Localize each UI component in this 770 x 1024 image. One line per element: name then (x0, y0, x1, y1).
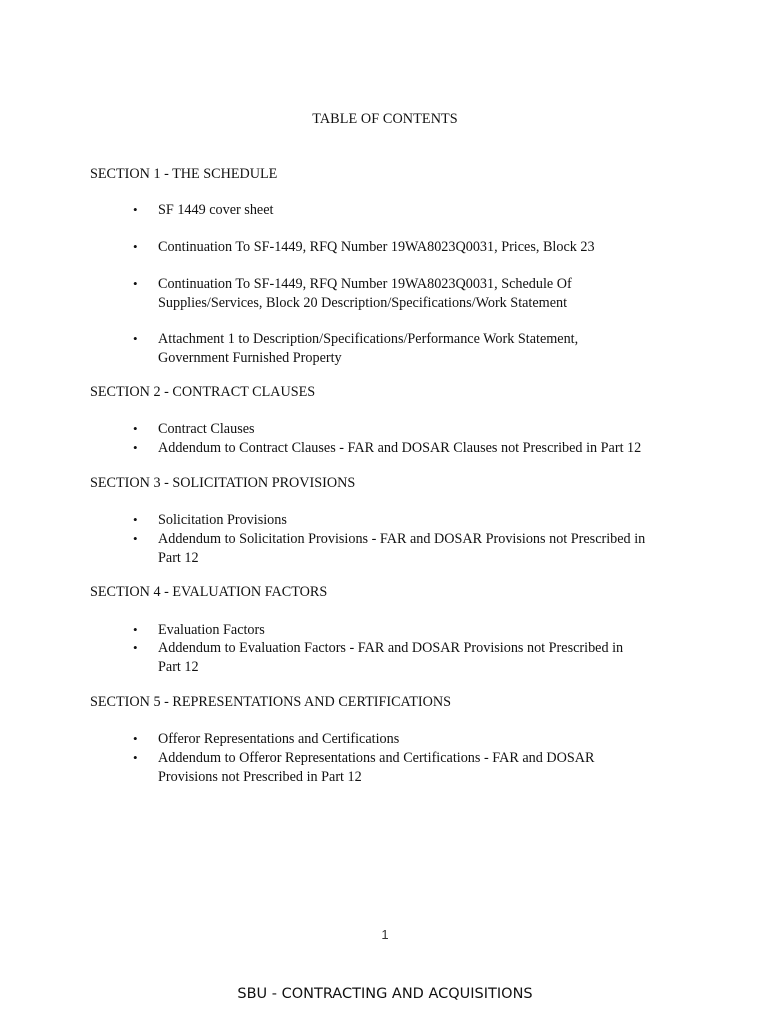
toc-item-line: Addendum to Solicitation Provisions - FAR and DOSAR Provisions not Prescribed in (158, 531, 646, 547)
toc-item-line: Part 12 (158, 658, 199, 675)
toc-item (158, 238, 688, 257)
toc-item (158, 749, 688, 786)
toc-item (158, 330, 688, 367)
section-heading-1: SECTION 1 - THE SCHEDULE (90, 166, 278, 182)
toc-item-line: Addendum to Evaluation Factors - FAR and DOSAR Provisions not Prescribed in (158, 640, 624, 656)
toc-item (158, 639, 688, 676)
page-number: 1 (381, 927, 389, 942)
toc-item-line: Continuation To SF-1449, RFQ Number 19WA8023Q0031, Schedule Of (158, 276, 572, 292)
bullet-icon: • (133, 640, 138, 655)
toc-item (158, 621, 688, 640)
toc-item-line: Addendum to Offeror Representations and Certifications - FAR and DOSAR (158, 750, 595, 766)
toc-item-line: Provisions not Prescribed in Part 12 (158, 768, 362, 785)
bullet-icon: • (133, 440, 138, 455)
section-heading-4: SECTION 4 - EVALUATION FACTORS (90, 584, 328, 600)
toc-item-line: Part 12 (158, 549, 199, 566)
toc-item-line: Offeror Representations and Certifications (158, 731, 400, 747)
toc-item-line: Addendum to Contract Clauses - FAR and DOSAR Clauses not Prescribed in Part 12 (158, 440, 642, 456)
toc-item-line: Attachment 1 to Description/Specifications/Performance Work Statement, (158, 331, 579, 347)
bullet-icon: • (133, 512, 138, 527)
toc-item-line: Supplies/Services, Block 20 Description/Specifications/Work Statement (158, 294, 568, 311)
toc-item-line: Contract Clauses (158, 421, 255, 437)
toc-item (158, 511, 688, 530)
toc-item (158, 420, 688, 439)
bullet-icon: • (133, 331, 138, 346)
page-footer: SBU - CONTRACTING AND ACQUISITIONS (237, 986, 533, 1002)
toc-item-line: Continuation To SF-1449, RFQ Number 19WA8023Q0031, Prices, Block 23 (158, 239, 595, 255)
bullet-icon: • (133, 622, 138, 637)
bullet-icon: • (133, 239, 138, 254)
page-title: TABLE OF CONTENTS (312, 111, 458, 127)
bullet-icon: • (133, 202, 138, 217)
toc-item-line: SF 1449 cover sheet (158, 202, 274, 218)
toc-item (158, 275, 688, 312)
toc-item-line: Evaluation Factors (158, 622, 265, 638)
toc-item (158, 201, 688, 220)
bullet-icon: • (133, 531, 138, 546)
bullet-icon: • (133, 421, 138, 436)
section-heading-3: SECTION 3 - SOLICITATION PROVISIONS (90, 475, 356, 491)
bullet-icon: • (133, 750, 138, 765)
toc-item-line: Government Furnished Property (158, 349, 342, 366)
section-heading-5: SECTION 5 - REPRESENTATIONS AND CERTIFICATIONS (90, 694, 451, 710)
toc-item (158, 730, 688, 749)
bullet-icon: • (133, 731, 138, 746)
toc-item (158, 439, 688, 458)
section-heading-2: SECTION 2 - CONTRACT CLAUSES (90, 384, 316, 400)
toc-item (158, 530, 688, 567)
bullet-icon: • (133, 276, 138, 291)
toc-item-line: Solicitation Provisions (158, 512, 287, 528)
